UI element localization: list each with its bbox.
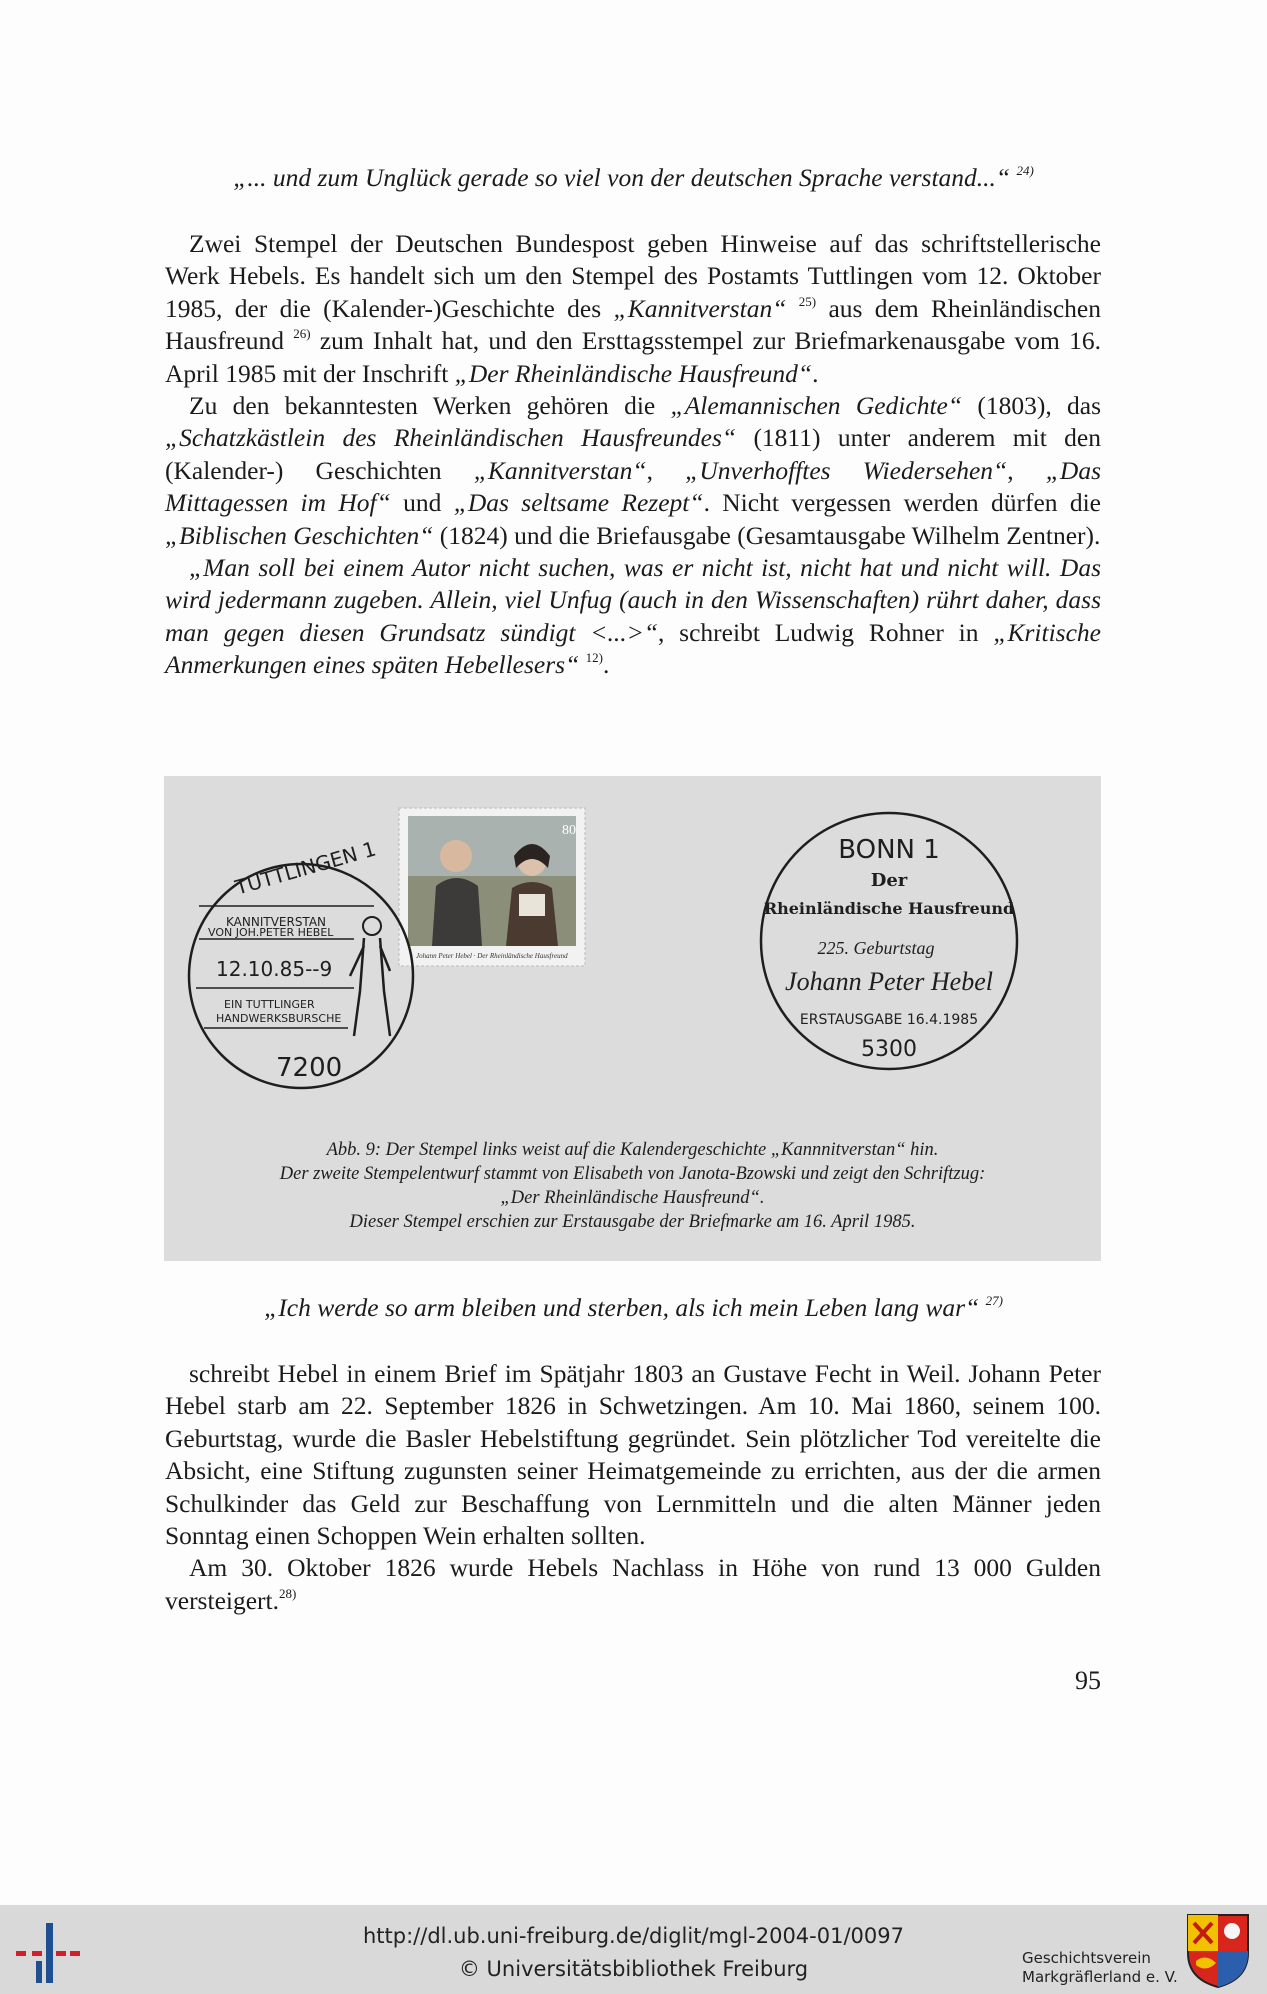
italic-title: „Das seltsame Rezept“ (453, 488, 704, 518)
text-run: Zu den bekanntesten Werken gehören die (189, 391, 671, 421)
stamp-left-city: TUTTLINGEN 1 (232, 836, 379, 900)
stamp-right-zip: 5300 (861, 1037, 917, 1062)
footnote-ref: 24) (1016, 162, 1034, 178)
postage-stamp (399, 808, 585, 966)
body-paragraph-4: schreibt Hebel in einem Brief im Spätjahr 1803 an Gustave Fecht in Weil. Johann Peter Hebel starb am 22. September 1826 in Schwetzingen. Am 10. Mai 1860, seinem 100. Geburtstag, wurde die Basler Hebelstiftung gegründet. Sein plötzlicher Tod vereitelte die Absicht, eine Stiftung zugunsten seiner Heimatgemeinde zu errichten, aus der die armen Schulkinder das Geld zur Beschaffung von Lernmitteln und die alten Männer jeden Sonntag einen Schoppen Wein erhalten sollten. (165, 1359, 1101, 1551)
italic-title: „Unverhofftes Wiedersehen“ (685, 455, 1008, 485)
quote-text: „Ich werde so arm bleiben und sterben, als ich mein Leben lang war“ (264, 1293, 980, 1322)
caption-line: „Der Rheinländische Hausfreund“. (500, 1188, 765, 1208)
text-run: , schreibt Ludwig Rohner in (658, 617, 994, 647)
caption-line: Abb. 9: Der Stempel links weist auf die Kalendergeschichte „Kannnitverstan“ hin. (326, 1140, 939, 1160)
epigraph-quote-1 (0, 163, 1267, 193)
footnote-ref: 12) (585, 650, 603, 666)
stamp-right-title: Rheinländische Hausfreund (763, 899, 1015, 918)
text-run: zum Inhalt hat, und den Ersttagsstempel zur Briefmarkenausgabe vom 16. April 1985 mit der Inschrift (165, 326, 1101, 388)
italic-title: „Kannitverstan“ (613, 293, 787, 323)
text-run: Zwei Stempel der Deutschen Bundespost geben Hinweise auf das schriftstellerische Werk Hebels. Es handelt sich um den Stempel des Postamts Tuttlingen vom 12. Oktober 1985, der die (Kalender-)Geschichte des (165, 229, 1101, 323)
figure-stamps (164, 776, 1101, 1261)
text-run: Am 30. Oktober 1826 wurde Hebels Nachlass in Höhe von rund 13 000 Gulden versteigert. (165, 1553, 1101, 1615)
text-run: (1811) unter anderem mit den (Kalender-) Geschichten (165, 423, 1101, 485)
body-paragraph-2 (165, 390, 1101, 552)
org-line: Markgräflerland e. V. (1022, 1968, 1178, 1986)
text-run: (1824) und die Briefausgabe (Gesamtausgabe Wilhelm Zentner). (433, 520, 1101, 550)
stamp-left-line4: HANDWERKSBURSCHE (216, 1012, 342, 1025)
stamp-right-issue: ERSTAUSGABE 16.4.1985 (799, 1012, 979, 1028)
text-run: (1803), das (962, 391, 1101, 421)
text-run: . (812, 358, 819, 388)
footer-org-name (1022, 1949, 1178, 1987)
figure-caption (164, 1138, 1101, 1234)
footer-url-link[interactable]: http://dl.ub.uni-freiburg.de/diglit/mgl-2004-01/0097 (362, 1924, 904, 1948)
italic-quote: „Man soll bei einem Autor nicht suchen, was er nicht ist, nicht hat und nicht will. Das wird jedermann zugeben. Allein, viel Unfug (auch in den Wissenschaften) rührt daher, dass man gegen diesen Grundsatz sündigt <...>“ (165, 553, 1101, 647)
italic-title: „Das Mittagessen im Hof“ (165, 455, 1102, 518)
stamp-right-der: Der (870, 870, 908, 891)
italic-title: „Kannitverstan“ (473, 455, 647, 485)
body-paragraph-3 (165, 552, 1101, 682)
caption-line: Dieser Stempel erschien zur Erstausgabe der Briefmarke am 16. April 1985. (349, 1212, 916, 1232)
text-run: . Nicht vergessen werden dürfen die (703, 488, 1101, 518)
footnote-ref: 25) (798, 293, 817, 309)
svg-text:Johann Peter Hebel · Der Rhein: Johann Peter Hebel · Der Rheinländische Hausfreund (416, 952, 568, 960)
stamp-left-line1: KANNITVERSTAN (226, 915, 327, 929)
coat-of-arms-icon (1186, 1913, 1250, 1989)
text-run: aus dem Rheinländischen Hausfreund (165, 293, 1101, 356)
stamps-illustration (164, 776, 1101, 1116)
text-run: , (1007, 455, 1046, 485)
footnote-ref: 26) (293, 326, 311, 342)
caption-line: Der zweite Stempelentwurf stammt von Elisabeth von Janota-Bzowski und zeigt den Schriftzug: (279, 1164, 986, 1184)
stamp-left-line2: VON JOH.PETER HEBEL (208, 926, 334, 939)
footer-copyright: © Universitätsbibliothek Freiburg (458, 1957, 809, 1981)
stamp-left-line3: EIN TUTTLINGER (224, 998, 315, 1011)
svg-text:80: 80 (562, 823, 576, 838)
org-line: Geschichtsverein (1022, 1949, 1151, 1967)
italic-title: „Biblischen Geschichten“ (165, 520, 434, 550)
text-run: und (390, 488, 454, 518)
epigraph-quote-2 (0, 1293, 1267, 1323)
page-number: 95 (1075, 1666, 1101, 1695)
italic-title: „Alemannischen Gedichte“ (670, 391, 963, 421)
stamp-left-date: 12.10.85--9 (216, 957, 333, 981)
quote-text: „... und zum Unglück gerade so viel von der deutschen Sprache verstand...“ (233, 163, 1011, 192)
stamp-right-name: Johann Peter Hebel (785, 967, 993, 996)
text-run: . (603, 650, 610, 680)
stamp-right-birthday: 225. Geburtstag (817, 938, 935, 958)
footer-bar (0, 1905, 1267, 1994)
footnote-ref: 27) (985, 1292, 1003, 1308)
text-run: , (646, 455, 686, 485)
stamp-right-city: BONN 1 (838, 835, 940, 865)
italic-title: „Schatzkästlein des Rheinländischen Hausfreundes“ (165, 423, 737, 453)
italic-title: „Der Rheinländische Hausfreund“ (454, 358, 813, 388)
footnote-ref: 28) (279, 1585, 297, 1601)
italic-title: „Kritische Anmerkungen eines späten Hebellesers“ (165, 617, 1101, 680)
stamp-left-zip: 7200 (276, 1053, 343, 1083)
body-paragraph-5 (165, 1552, 1101, 1617)
body-paragraph-1 (165, 228, 1101, 390)
